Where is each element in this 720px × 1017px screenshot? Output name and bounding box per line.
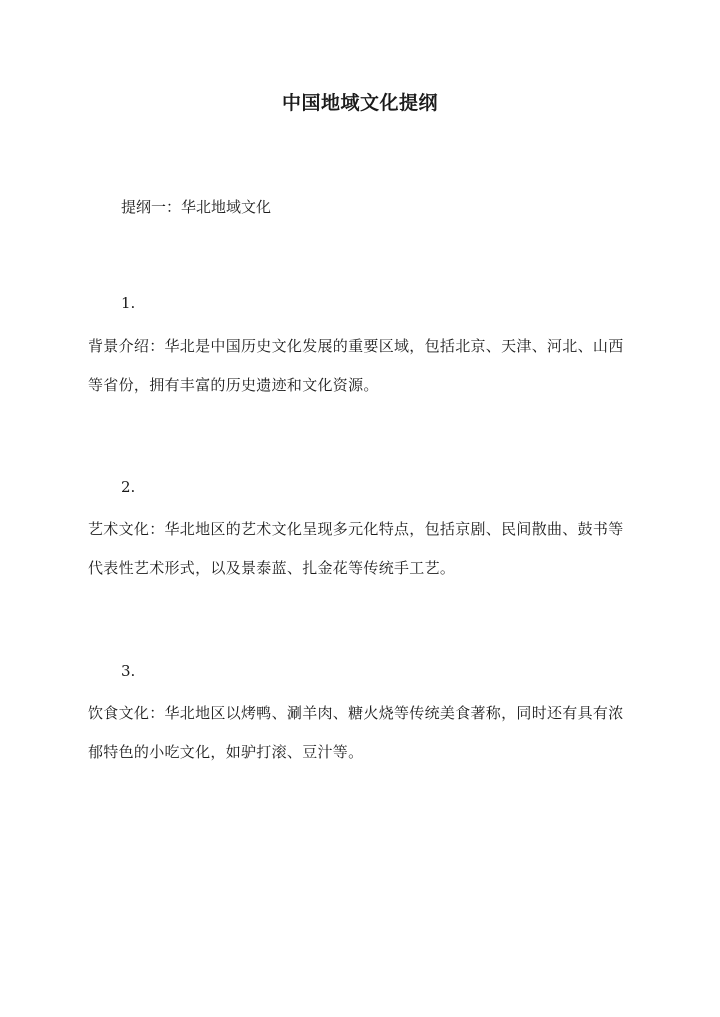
page-title: 中国地域文化提纲 [281, 92, 438, 114]
item-number: 1. [121, 294, 136, 312]
outline-heading: 提纲一：华北地域文化 [121, 198, 272, 216]
item-paragraph: 艺术文化：华北地区的艺术文化呈现多元化特点，包括京剧、民间散曲、鼓书等代表性艺术形式，以及景泰蓝、扎金花等传统手工艺。 [88, 520, 624, 577]
item-number: 3. [121, 662, 136, 680]
item-number: 2. [121, 478, 136, 496]
item-paragraph: 背景介绍：华北是中国历史文化发展的重要区域，包括北京、天津、河北、山西等省份，拥有丰富的历史遗迹和文化资源。 [88, 337, 624, 394]
item-paragraph: 饮食文化：华北地区以烤鸭、涮羊肉、糖火烧等传统美食著称，同时还有具有浓郁特色的小吃文化，如驴打滚、豆汁等。 [88, 704, 624, 761]
